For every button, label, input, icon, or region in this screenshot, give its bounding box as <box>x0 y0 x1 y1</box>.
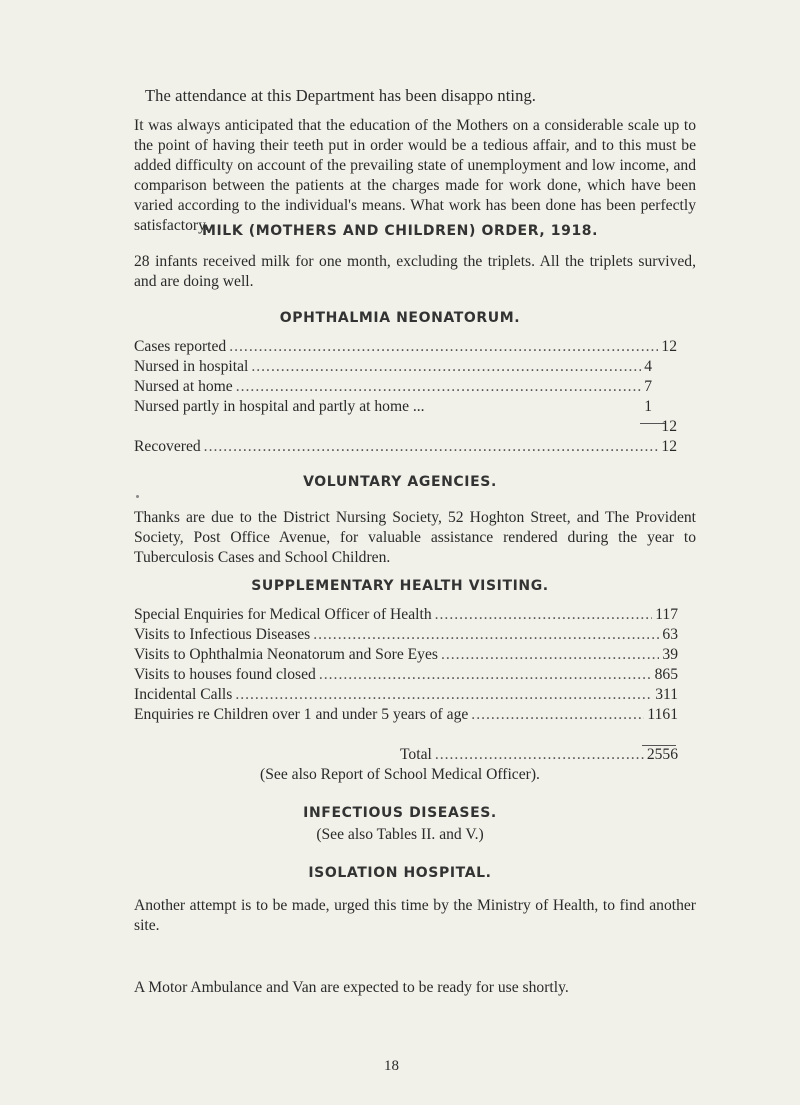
leader-dots <box>229 338 658 356</box>
voluntary-heading: VOLUNTARY AGENCIES. <box>303 474 497 490</box>
row-label: Nursed partly in hospital and partly at home ... <box>134 398 425 415</box>
total-label: Total <box>400 746 432 763</box>
print-speck <box>136 495 139 498</box>
isolation-text-1: Another attempt is to be made, urged this time by the Ministry of Health, to find another site. <box>134 897 696 934</box>
leader-dots <box>319 666 652 684</box>
isolation-heading: ISOLATION HOSPITAL. <box>308 865 492 881</box>
leader-dots <box>236 378 641 396</box>
nursed-home-row <box>134 378 652 398</box>
closed-houses-row <box>134 666 678 686</box>
leader-dots <box>441 646 659 664</box>
row-value: 311 <box>655 686 678 703</box>
row-value: 1161 <box>647 706 678 723</box>
leader-dots <box>313 626 659 644</box>
row-value: 1 <box>644 398 652 415</box>
row-value: 63 <box>662 626 678 643</box>
row-value: 4 <box>644 358 652 375</box>
special-enquiries-row <box>134 606 678 626</box>
subtotal-value: 12 <box>661 418 677 435</box>
row-label: Enquiries re Children over 1 and under 5 years of age <box>134 706 469 723</box>
dental-paragraph <box>108 116 696 236</box>
row-label: Special Enquiries for Medical Officer of Health <box>134 606 432 623</box>
page-number: 18 <box>384 1058 399 1074</box>
row-value: 7 <box>644 378 652 395</box>
ophthalmia-visits-row <box>134 646 678 666</box>
ophthalmia-heading: OPHTHALMIA NEONATORUM. <box>279 310 521 326</box>
nursed-partly-row <box>134 398 652 418</box>
leader-dots <box>235 686 652 704</box>
intro-line: The attendance at this Department has been disappo nting. <box>145 86 537 105</box>
leader-dots <box>435 606 653 624</box>
row-value: 12 <box>661 438 677 455</box>
infectious-visits-row <box>134 626 678 646</box>
isolation-paragraph-2 <box>108 978 696 998</box>
tables-note: (See also Tables II. and V.) <box>316 826 484 843</box>
milk-text: 28 infants received milk for one month, excluding the triplets. All the triplets survived, and are doing well. <box>134 253 696 290</box>
cases-reported-row <box>134 338 677 358</box>
row-label: Nursed at home <box>134 378 233 395</box>
school-medical-note: (See also Report of School Medical Officer). <box>260 766 540 783</box>
leader-dots <box>471 706 644 724</box>
milk-paragraph <box>108 252 696 292</box>
row-label: Cases reported <box>134 338 227 355</box>
row-value: 865 <box>654 666 678 683</box>
nursed-hospital-row <box>134 358 652 378</box>
leader-dots <box>251 358 641 376</box>
isolation-text-2: A Motor Ambulance and Van are expected to be ready for use shortly. <box>134 979 569 996</box>
incidental-calls-row <box>134 686 678 706</box>
subtotal-row <box>134 418 677 438</box>
row-label: Nursed in hospital <box>134 358 249 375</box>
supplementary-heading: SUPPLEMENTARY HEALTH VISITING. <box>251 578 549 594</box>
total-value: 2556 <box>646 746 678 763</box>
voluntary-text: Thanks are due to the District Nursing Society, 52 Hoghton Street, and The Provident Society, Post Office Avenue, for valuable assistance rendered during the year to Tuberculosis Cases and School Children. <box>134 509 696 566</box>
voluntary-paragraph <box>108 508 696 568</box>
total-row <box>400 746 678 766</box>
milk-heading: MILK (MOTHERS AND CHILDREN) ORDER, 1918. <box>201 223 599 239</box>
recovered-row <box>134 438 677 458</box>
leader-dots <box>204 438 659 456</box>
row-label: Visits to houses found closed <box>134 666 316 683</box>
children-enquiries-row <box>134 706 678 726</box>
row-label: Incidental Calls <box>134 686 233 703</box>
dental-text: It was always anticipated that the education of the Mothers on a considerable scale up to the point of having their teeth put in order would be a tedious affair, and to this must be added difficulty on account of the prevailing state of unemployment and low income, and comparison between the patients at the charges made for work done, which have been varied according to the individual's means. What work has been done has been perfectly satisfactory. <box>134 117 696 234</box>
isolation-paragraph-1 <box>108 896 696 936</box>
leader-dots <box>435 746 644 764</box>
infectious-heading: INFECTIOUS DISEASES. <box>303 805 497 821</box>
row-value: 12 <box>661 338 677 355</box>
row-label: Visits to Ophthalmia Neonatorum and Sore Eyes <box>134 646 438 663</box>
row-label: Recovered <box>134 438 201 455</box>
row-value: 117 <box>655 606 678 623</box>
row-label: Visits to Infectious Diseases <box>134 626 311 643</box>
row-value: 39 <box>662 646 678 663</box>
